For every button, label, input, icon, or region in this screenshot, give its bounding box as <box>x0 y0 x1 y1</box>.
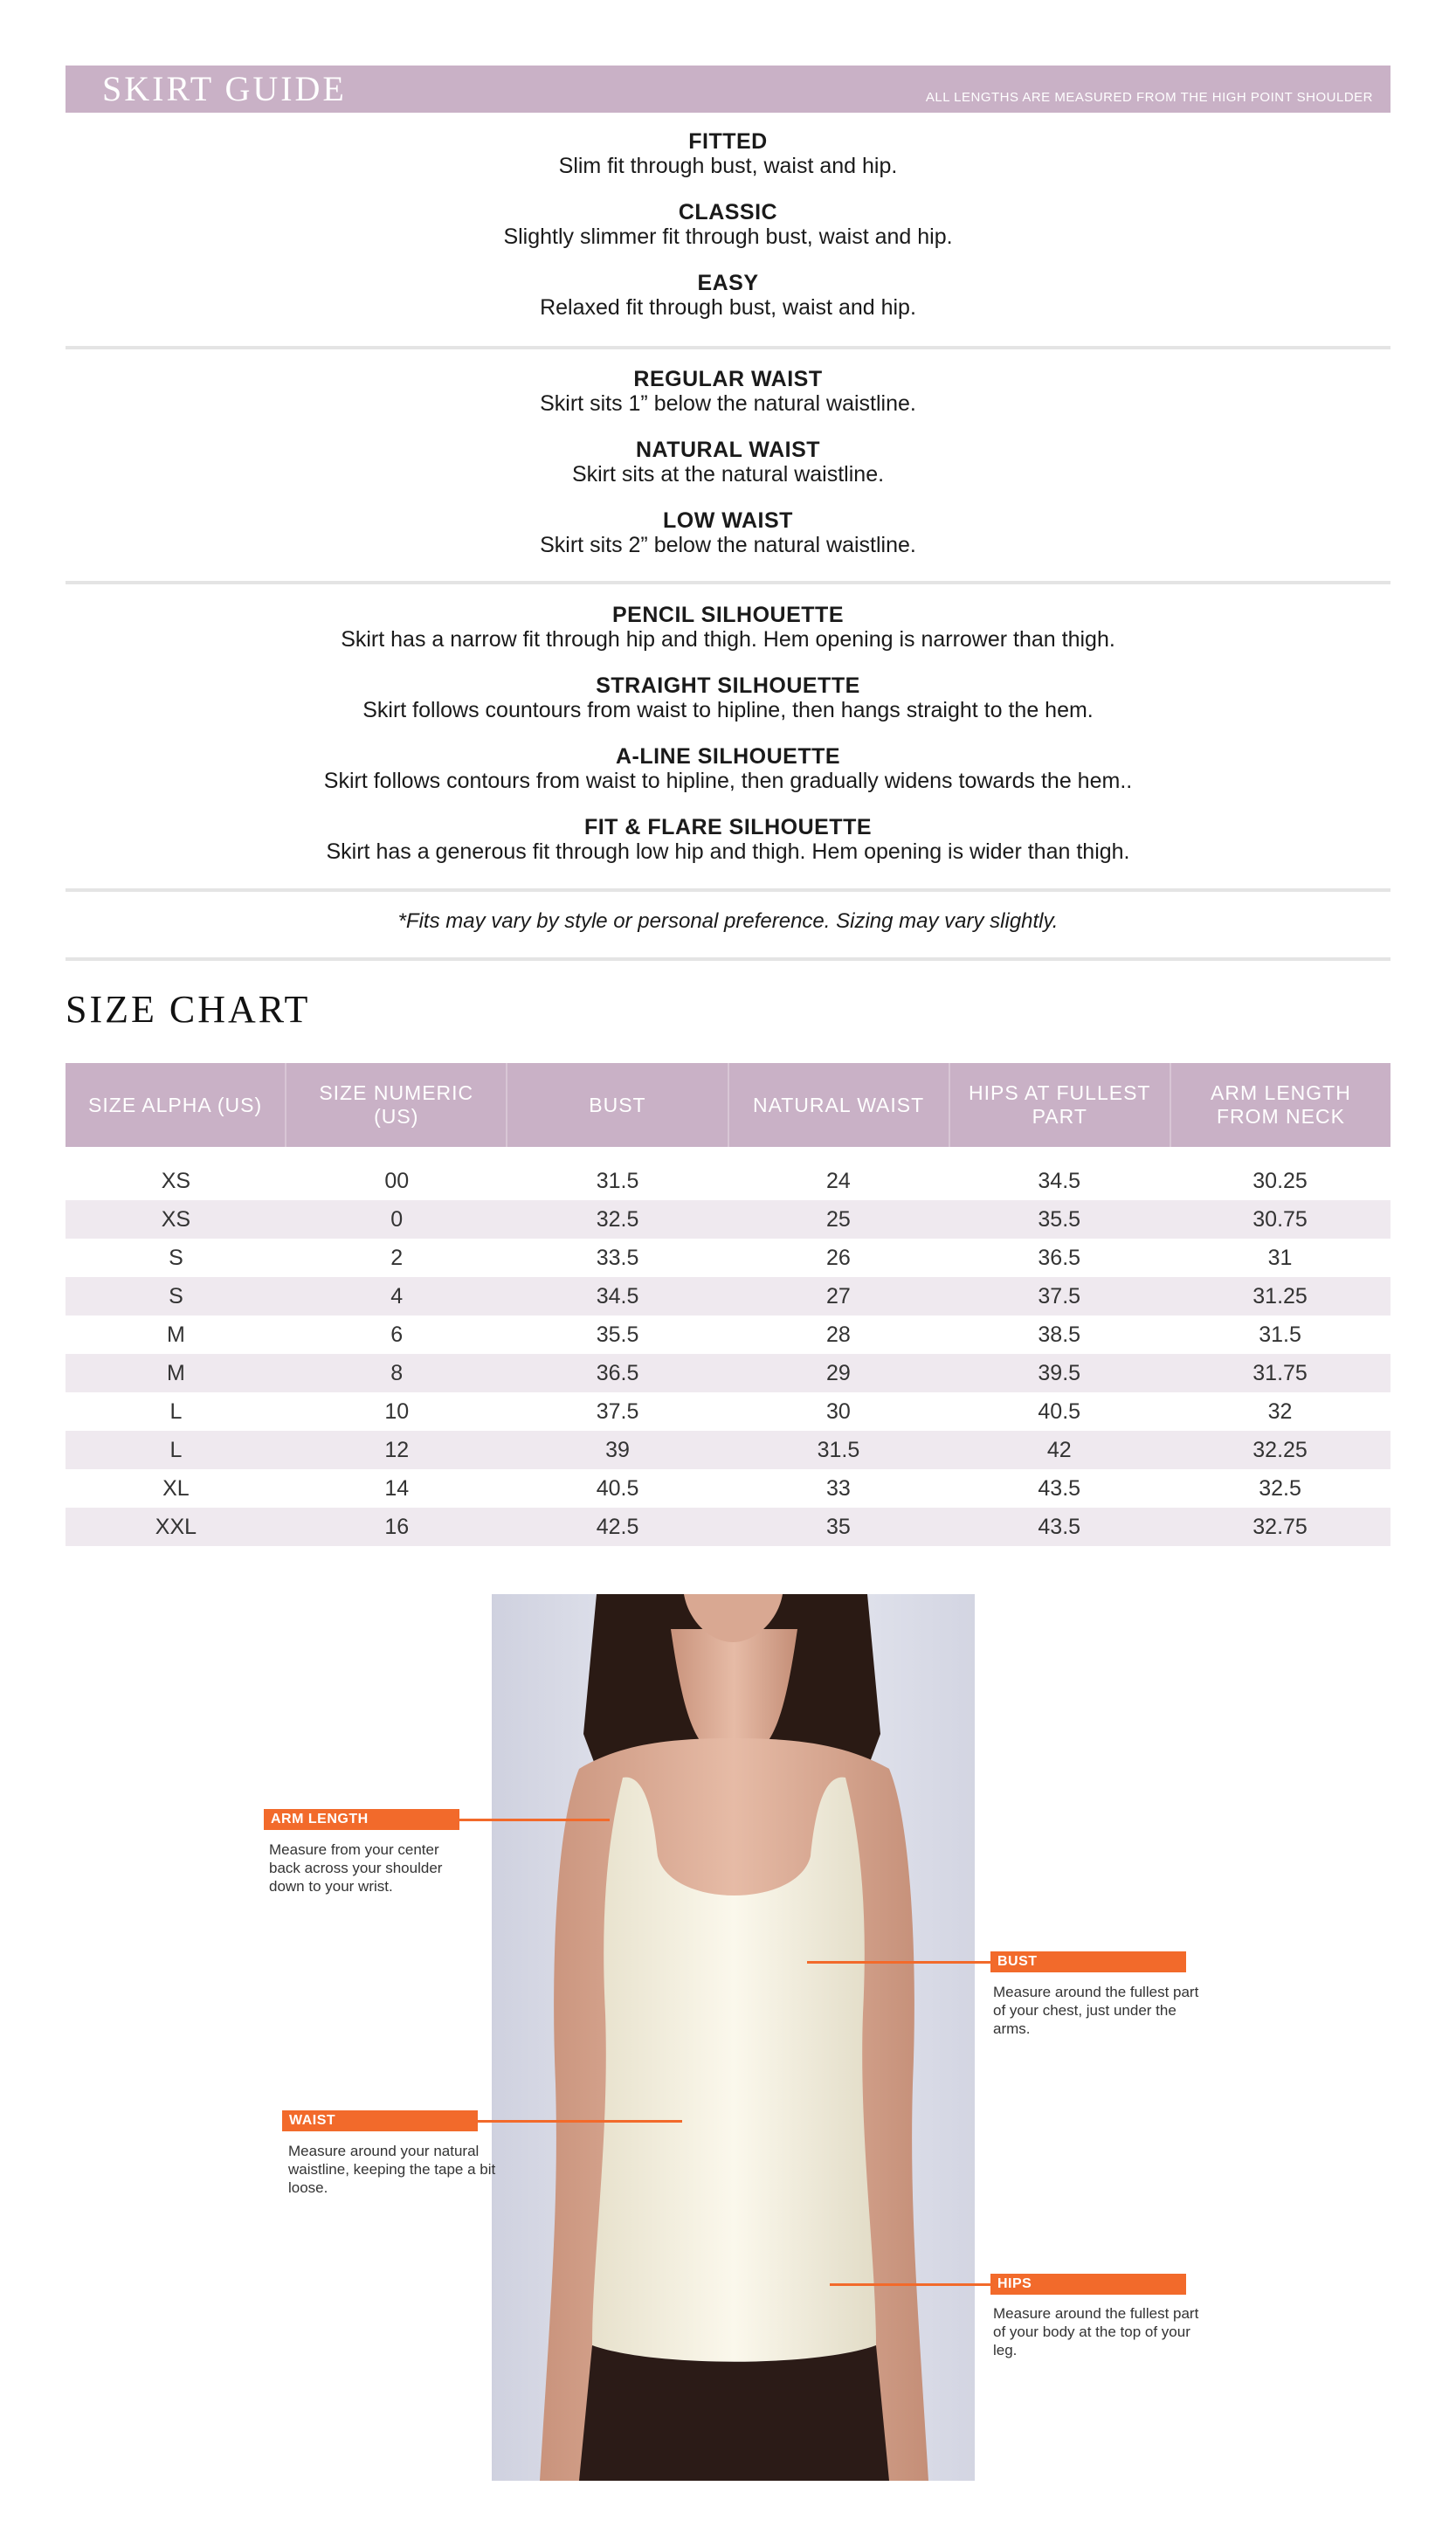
silhouette-item <box>66 601 1390 672</box>
hips-description: Measure around the fullest part of your body at the top of your leg. <box>993 2305 1199 2358</box>
cell-natural-waist: 27 <box>825 1283 851 1309</box>
cell-natural-waist: 35 <box>825 1514 851 1539</box>
table-row <box>66 1277 1390 1315</box>
table-row <box>66 1354 1390 1392</box>
cell-bust: 39 <box>605 1437 630 1462</box>
fit-title: CLASSIC <box>678 200 778 224</box>
cell-bust: 35.5 <box>596 1322 639 1347</box>
table-row <box>66 1392 1390 1431</box>
cell-bust: 33.5 <box>596 1245 639 1270</box>
cell-natural-waist: 31.5 <box>817 1437 860 1462</box>
model-photo <box>492 1594 975 2481</box>
silhouette-description: Skirt has a generous fit through low hip and thigh. Hem opening is wider than thigh. <box>326 839 1130 864</box>
silhouette-description: Skirt has a narrow fit through hip and thigh. Hem opening is narrower than thigh. <box>341 627 1115 652</box>
silhouette-title: A-LINE SILHOUETTE <box>615 744 841 769</box>
cell-natural-waist: 30 <box>825 1398 851 1424</box>
cell-size-alpha: M <box>167 1322 185 1347</box>
header-natural-waist: NATURAL WAIST <box>728 1063 949 1147</box>
cell-bust: 42.5 <box>596 1514 639 1539</box>
waist-definitions <box>66 365 1390 577</box>
table-row <box>66 1469 1390 1508</box>
waist-item <box>66 436 1390 507</box>
waist-title: NATURAL WAIST <box>635 438 821 462</box>
waist-item <box>66 365 1390 436</box>
fit-description: Relaxed fit through bust, waist and hip. <box>540 295 916 320</box>
hips-pointer <box>830 2283 990 2286</box>
cell-hips: 34.5 <box>1038 1168 1081 1193</box>
cell-size-numeric: 14 <box>384 1475 410 1501</box>
fit-item <box>66 269 1390 340</box>
divider <box>66 957 1390 961</box>
cell-size-numeric: 8 <box>390 1360 404 1385</box>
cell-bust: 36.5 <box>596 1360 639 1385</box>
cell-hips: 42 <box>1046 1437 1072 1462</box>
bust-description: Measure around the fullest part of your chest, just under the arms. <box>993 1984 1199 2037</box>
fit-item <box>66 198 1390 269</box>
cell-arm-length: 32.75 <box>1252 1514 1308 1539</box>
header-arm-length: ARM LENGTH FROM NECK <box>1170 1063 1390 1147</box>
hips-label: HIPS <box>990 2274 1186 2295</box>
skirt-guide-title: SKIRT GUIDE <box>102 69 347 108</box>
silhouette-definitions <box>66 601 1390 884</box>
cell-hips: 40.5 <box>1038 1398 1081 1424</box>
silhouette-item <box>66 742 1390 813</box>
cell-hips: 35.5 <box>1038 1206 1081 1232</box>
cell-size-numeric: 6 <box>390 1322 404 1347</box>
silhouette-item <box>66 813 1390 884</box>
size-table-header <box>66 1063 1390 1147</box>
arm-length-description: Measure from your center back across your shoulder down to your wrist. <box>269 1841 443 1895</box>
fit-title: FITTED <box>688 129 768 154</box>
waist-pointer <box>478 2120 682 2123</box>
cell-size-numeric: 12 <box>384 1437 410 1462</box>
cell-size-alpha: S <box>169 1245 183 1270</box>
cell-size-numeric: 00 <box>384 1168 410 1193</box>
cell-size-alpha: XS <box>161 1168 191 1193</box>
header-bust: BUST <box>506 1063 727 1147</box>
cell-size-alpha: XL <box>162 1475 190 1501</box>
waist-label: WAIST <box>282 2110 478 2131</box>
cell-size-alpha: M <box>167 1360 185 1385</box>
model-figure-illustration <box>492 1594 975 2481</box>
silhouette-title: PENCIL SILHOUETTE <box>611 603 844 627</box>
cell-arm-length: 31.5 <box>1259 1322 1301 1347</box>
fit-item <box>66 128 1390 198</box>
cell-size-alpha: XS <box>161 1206 191 1232</box>
cell-size-alpha: XXL <box>155 1514 197 1539</box>
cell-size-numeric: 16 <box>384 1514 410 1539</box>
cell-size-alpha: L <box>169 1398 183 1424</box>
cell-hips: 37.5 <box>1038 1283 1081 1309</box>
fit-disclaimer: *Fits may vary by style or personal preference. Sizing may vary slightly. <box>397 909 1059 933</box>
cell-size-numeric: 2 <box>390 1245 404 1270</box>
cell-natural-waist: 28 <box>825 1322 851 1347</box>
fit-description: Slightly slimmer fit through bust, waist and hip. <box>503 224 953 249</box>
bust-label: BUST <box>990 1951 1186 1972</box>
waist-description: Skirt sits 1” below the natural waistline. <box>540 391 916 416</box>
cell-size-alpha: S <box>169 1283 183 1309</box>
waist-description: Measure around your natural waistline, keeping the tape a bit loose. <box>288 2143 496 2196</box>
fit-title: EASY <box>697 271 759 295</box>
waist-description: Skirt sits 2” below the natural waistline. <box>540 533 916 557</box>
cell-bust: 31.5 <box>596 1168 639 1193</box>
cell-arm-length: 32 <box>1267 1398 1293 1424</box>
fit-definitions <box>66 128 1390 340</box>
cell-bust: 37.5 <box>596 1398 639 1424</box>
cell-hips: 43.5 <box>1038 1475 1081 1501</box>
size-chart-title: SIZE CHART <box>66 988 311 1031</box>
cell-natural-waist: 26 <box>825 1245 851 1270</box>
silhouette-description: Skirt follows contours from waist to hipline, then gradually widens towards the hem.. <box>323 769 1133 793</box>
header-size-numeric: SIZE NUMERIC (US) <box>285 1063 506 1147</box>
waist-title: REGULAR WAIST <box>633 367 823 391</box>
cell-bust: 40.5 <box>596 1475 639 1501</box>
cell-natural-waist: 29 <box>825 1360 851 1385</box>
table-row <box>66 1239 1390 1277</box>
waist-description: Skirt sits at the natural waistline. <box>571 462 885 487</box>
divider <box>66 888 1390 892</box>
size-table-body <box>66 1162 1390 1546</box>
cell-arm-length: 31.25 <box>1252 1283 1308 1309</box>
cell-hips: 43.5 <box>1038 1514 1081 1539</box>
cell-size-alpha: L <box>169 1437 183 1462</box>
divider <box>66 346 1390 349</box>
table-row <box>66 1431 1390 1469</box>
waist-item <box>66 507 1390 577</box>
silhouette-item <box>66 672 1390 742</box>
divider <box>66 581 1390 584</box>
cell-size-numeric: 10 <box>384 1398 410 1424</box>
silhouette-title: STRAIGHT SILHOUETTE <box>596 673 860 698</box>
fit-description: Slim fit through bust, waist and hip. <box>558 154 898 178</box>
cell-size-numeric: 4 <box>390 1283 404 1309</box>
cell-natural-waist: 33 <box>825 1475 851 1501</box>
cell-bust: 34.5 <box>596 1283 639 1309</box>
table-row <box>66 1162 1390 1200</box>
cell-hips: 38.5 <box>1038 1322 1081 1347</box>
cell-natural-waist: 24 <box>825 1168 851 1193</box>
cell-hips: 36.5 <box>1038 1245 1081 1270</box>
silhouette-description: Skirt follows countours from waist to hipline, then hangs straight to the hem. <box>362 698 1094 722</box>
header-hips: HIPS AT FULLEST PART <box>949 1063 1170 1147</box>
table-row <box>66 1200 1390 1239</box>
skirt-guide-banner <box>66 66 1390 113</box>
table-row <box>66 1315 1390 1354</box>
silhouette-title: FIT & FLARE SILHOUETTE <box>583 815 873 839</box>
waist-title: LOW WAIST <box>663 508 793 533</box>
measurement-note: ALL LENGTHS ARE MEASURED FROM THE HIGH POINT SHOULDER <box>925 90 1373 105</box>
cell-arm-length: 31 <box>1267 1245 1293 1270</box>
bust-pointer <box>807 1961 990 1964</box>
cell-arm-length: 30.75 <box>1252 1206 1308 1232</box>
arm-length-label: ARM LENGTH <box>264 1809 459 1830</box>
cell-natural-waist: 25 <box>825 1206 851 1232</box>
cell-arm-length: 32.5 <box>1259 1475 1301 1501</box>
arm-length-pointer <box>459 1819 610 1821</box>
cell-arm-length: 31.75 <box>1252 1360 1308 1385</box>
cell-arm-length: 32.25 <box>1252 1437 1308 1462</box>
cell-size-numeric: 0 <box>390 1206 404 1232</box>
cell-arm-length: 30.25 <box>1252 1168 1308 1193</box>
cell-hips: 39.5 <box>1038 1360 1081 1385</box>
table-row <box>66 1508 1390 1546</box>
cell-bust: 32.5 <box>596 1206 639 1232</box>
header-size-alpha: SIZE ALPHA (US) <box>88 1093 263 1116</box>
